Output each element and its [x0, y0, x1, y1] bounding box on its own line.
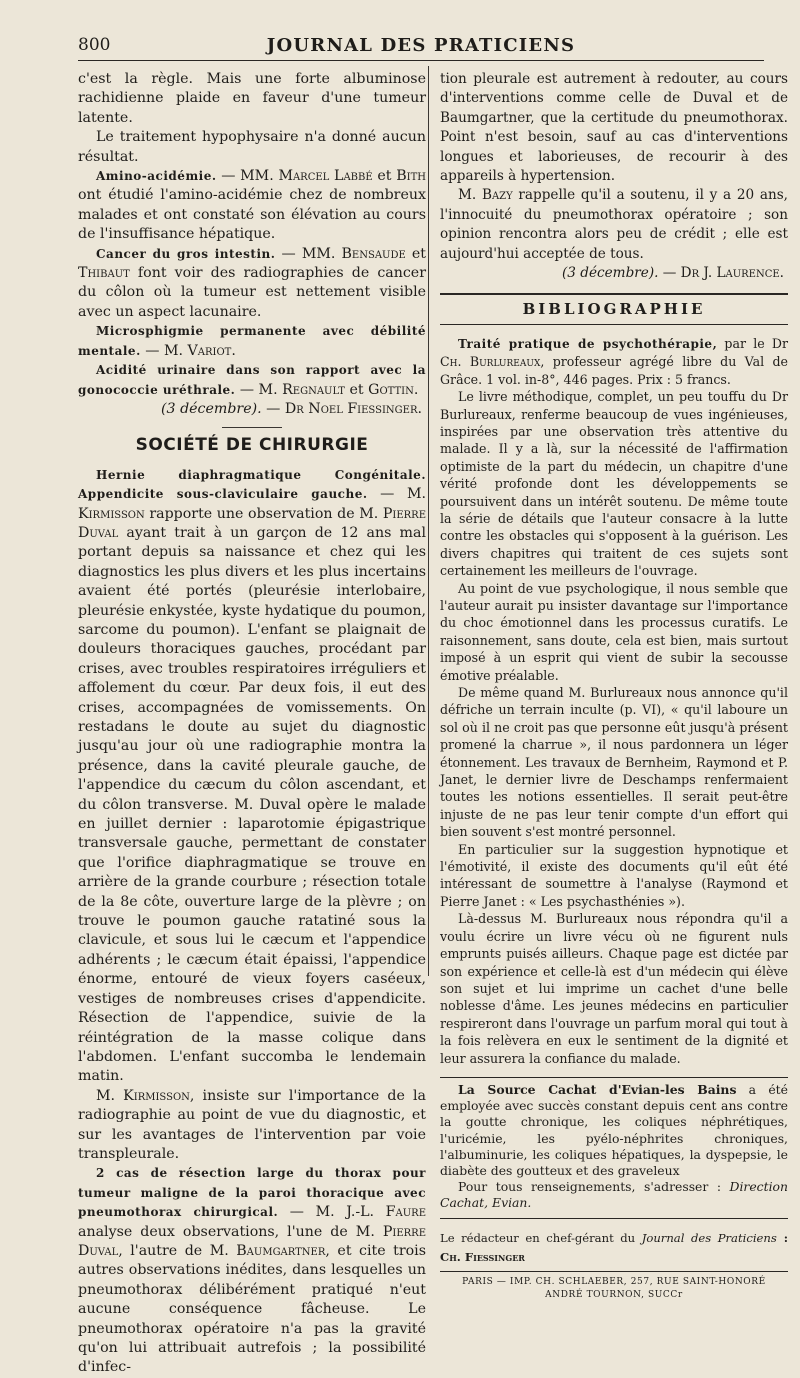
text: , insiste sur l'importance de la radiographie au point de vue du diagnostic, et sur les avantages de l'intervention par voie transpleurale. — [78, 1087, 427, 1162]
author-name: Thibaut — [78, 265, 130, 282]
text: par le Dr — [717, 335, 788, 351]
paragraph — [440, 186, 788, 264]
author-name: Variot — [187, 342, 232, 359]
advertisement — [440, 1077, 788, 1219]
text: — M. J.-L. — [278, 1204, 386, 1221]
ad-address: Direction Cachat, Evian. — [440, 1179, 788, 1211]
article-microsphigmie — [78, 322, 426, 361]
text: . — [413, 381, 419, 398]
signature-name: — Dr J. Laurence. — [658, 265, 784, 282]
signature-date: (3 décembre). — [161, 400, 262, 417]
article-acidite — [78, 361, 426, 400]
signature — [440, 264, 788, 283]
running-title: JOURNAL DES PRATICIENS — [266, 34, 576, 56]
left-column — [78, 70, 426, 1378]
author-name: Kirmisson — [78, 505, 145, 522]
text: , l'autre de M. — [118, 1242, 237, 1259]
section-title: SOCIÉTÉ DE CHIRURGIE — [135, 435, 369, 456]
text: ayant trait à un garçon de 12 ans mal portant depuis sa naissance et chez qui les diagnostics les plus divers et les plus incertains avaient été portés (pleurésie interlobaire, pleurésie enkystée, kyste hydatique du poumon, sarcome du poumon). L'enfant se plaignait de douleurs thoraciques gauches, procédant par crises, avec troubles respiratoires irréguliers et affolement du cœur. Par deux fois, il eut des crises, accompagnées de vomissements. On restadans le doute au sujet du diagnostic jusqu'au jour où une radiographie montra la présence, dans la cavité pleurale gauche, de l'appendice du cæcum du côlon ascendant, et du côlon transverse. M. Duval opère le malade en juillet dernier : laparotomie épigastrique transversale gauche, permettant de constater que l'orifice diaphragmatique se trouve en arrière de la grande courbure ; résection totale de la 8e côte, ouverture large de la plèvre ; on trouve le poumon gauche ratatiné sous la clavicule, et sous lui le cæcum et l'appendice adhérents ; le cæcum était épaissi, l'appendice énorme, entouré de vieux foyers caséeux, vestiges de nombreuses crises d'appendicite. Résection de l'appendice, suivie de la réintégration de la masse colique dans l'abdomen. L'enfant succomba le lendemain matin. — [78, 524, 426, 1085]
editor-name: : Ch. Fiessinger — [440, 1230, 788, 1264]
ad-brand: La Source Cachat d'Evian-les Bains — [458, 1081, 737, 1097]
paragraph: De même quand M. Burlureaux nous annonce qu'il défriche un terrain inculte (p. VI), « qu'il laboure un sol où il ne croit pas que personne eût jusqu'à présent promené la charrue », il nous pardonnera un léger étonnement. Les travaux de Bernheim, Raymond et P. Janet, le dernier livre de Deschamps renfermaient toutes les notions essentielles. Il serait peut-être injuste de ne pas leur tenir compte d'un effort qui bien souvent s'est montré personnel. — [440, 685, 788, 840]
text: font voir des radiographies de cancer du côlon où la tumeur est nettement visible avec un aspect lacunaire. — [78, 265, 426, 320]
rubric: 2 cas de résection large du thorax pour tumeur maligne de la paroi thoracique avec pneumothorax chirurgical. — [78, 1166, 426, 1220]
paragraph: Au point de vue psychologique, il nous semble que l'auteur aurait pu insister davantage sur l'importance du choc émotionnel dans les processus curatifs. Le raisonnement, sans doute, cela est bien, mais surtout imposé à un esprit qui vient de subir la secousse émotive préalable. — [440, 580, 788, 683]
rubric: Traité pratique de psychothérapie, — [458, 336, 718, 351]
text: rappelle qu'il a soutenu, il y a 20 ans, l'innocuité du pneumothorax opératoire ; son opinion rencontra alors peu de crédit ; elle est aujourd'hui acceptée de tous. — [440, 187, 788, 262]
section-rule — [222, 427, 282, 428]
author-name: Kirmisson — [123, 1087, 190, 1104]
paragraph: c'est la règle. Mais une forte albuminose rachidienne plaide en faveur d'une tumeur latente. — [78, 71, 426, 126]
text: et — [372, 168, 397, 185]
right-column — [440, 70, 788, 1302]
author-name: Pierre Duval — [78, 505, 426, 541]
author-name: Pierre Duval — [78, 1223, 426, 1259]
page-number: 800 — [78, 35, 111, 55]
text: — MM. — [275, 245, 342, 262]
rubric: Acidité urinaire dans son rapport avec la gonococcie uréthrale. — [78, 363, 426, 397]
article-hernie — [78, 466, 426, 1087]
author-name: Bith — [396, 168, 426, 185]
imprint-line: PARIS — IMP. CH. SCHLAEBER, 257, RUE SAINT-HONORÉ — [462, 1277, 766, 1288]
text: , professeur agrégé libre du Val de Grâce. 1 vol. in-8°, 446 pages. Prix : 5 francs. — [440, 354, 789, 387]
rubric: Amino-acidémie. — [96, 169, 217, 184]
ad-contact — [440, 1179, 788, 1211]
text: — M. — [367, 486, 426, 503]
text: — MM. — [216, 168, 279, 185]
text: a été employée avec succès constant depuis cent ans contre la goutte chronique, les coliques néphrétiques, l'uricémie, les pyélo-néphrites chroniques, l'albuminurie, les coliques hépatiques, la dyspepsie, le diabète des goutteux et des graveleux — [440, 1081, 788, 1178]
paragraph: Le traitement hypophysaire n'a donné aucun résultat. — [78, 129, 426, 165]
bibliography-review — [440, 335, 788, 1067]
article-amino — [78, 167, 426, 245]
article-resection — [78, 1164, 426, 1377]
author-name: Marcel Labbé — [278, 168, 373, 185]
printer-imprint — [440, 1276, 788, 1302]
signature-name: — Dr Noel Fiessinger. — [261, 400, 422, 417]
text: M. — [458, 187, 482, 204]
paragraph: tion pleurale est autrement à redouter, au cours d'interventions comme celle de Duval et de Baumgartner, que la certitude du pneumothorax. Point n'est besoin, sauf au cas d'interventions longues et laborieuses, de recourir à des appareils à hypertension. — [440, 71, 788, 185]
author-name: Gottin — [368, 381, 414, 398]
column-divider — [428, 66, 429, 976]
paragraph: En particulier sur la suggestion hypnotique et l'émotivité, il existe des documents qu'il eût été intéressant de soumettre à l'analyse (Raymond et Pierre Janet : « Les psychasthénies »). — [440, 841, 788, 909]
bibliography-title: BIBLIOGRAPHIE — [440, 293, 788, 324]
paragraph: Le livre méthodique, complet, un peu touffu du Dr Burlureaux, renferme beaucoup de vues ingénieuses, inspirées par une observation très attentive du malade. Il y a là, sur la nécessité de l'affirmation optimiste de la part du médecin, un chapitre d'une vérité profonde dont les développements se poursuivent dans un intérêt soutenu. De même toute la série de détails que l'auteur consacre à la lutte contre les obstacles qui s'opposent à la guérison. Les divers chapitres qui traitent de ces sujets sont certainement les meilleurs de l'ouvrage. — [440, 389, 788, 579]
signature-date: (3 décembre). — [562, 265, 659, 282]
text: M. — [96, 1087, 124, 1104]
article-cancer — [78, 245, 426, 323]
text: — M. — [235, 381, 283, 398]
text: et — [344, 381, 369, 398]
text: , et cite trois autres observations inédites, dans lesquelles un pneumothorax délibérément pratiqué n'eut aucune conséquence fâcheuse. Le pneumothorax opératoire n'a pas la gravité qu'on lui attribuait autrefois ; la possibilité d'infec- — [78, 1242, 426, 1376]
author-name: Faure — [385, 1204, 426, 1221]
signature — [78, 400, 426, 419]
author-name: Bazy — [481, 187, 513, 204]
text: . — [231, 342, 236, 359]
ad-text — [440, 1082, 788, 1179]
text: analyse deux observations, l'une de M. — [78, 1223, 383, 1240]
book-reference — [440, 335, 788, 388]
text: Le rédacteur en chef-gérant du — [440, 1230, 642, 1245]
editor-line — [440, 1229, 788, 1273]
author-name: Baumgartner — [236, 1242, 326, 1259]
imprint-line: ANDRÉ TOURNON, SUCCr — [545, 1290, 683, 1301]
author-name: Regnault — [282, 381, 345, 398]
article-kirmisson — [78, 1087, 426, 1165]
text: Pour tous renseignements, s'adresser : — [458, 1179, 730, 1195]
paragraph: Là-dessus M. Burlureaux nous répondra qu'il a voulu écrire un livre vécu où ne figurent nuls emprunts puisés ailleurs. Chaque page est dictée par son expérience et celle-là est d'un médecin qui élève son sujet et lui imprime un cachet d'une belle noblesse d'âme. Les jeunes médecins en particulier respireront dans l'ouvrage un parfum moral qui tout à la fois relèvera en eux le sentiment de la dignité et leur assurera la confiance du malade. — [440, 911, 788, 1066]
text: — M. — [140, 342, 188, 359]
rubric: Cancer du gros intestin. — [96, 246, 276, 261]
text: rapporte une observation de M. — [144, 505, 383, 522]
author-name: Bensaude — [341, 245, 406, 262]
author-name: Ch. Burlureaux — [440, 354, 541, 370]
text: et — [405, 245, 426, 262]
rubric: Hernie diaphragmatique Congénitale. Appendicite sous-claviculaire gauche. — [78, 467, 426, 502]
text: ont étudié l'amino-acidémie chez de nombreux malades et ont constaté son élévation au cours de l'insuffisance hépatique. — [78, 187, 426, 243]
page-header — [78, 30, 764, 61]
journal-name: Journal des Praticiens — [641, 1230, 777, 1245]
rubric: Microsphigmie permanente avec débilité mentale. — [78, 324, 426, 358]
